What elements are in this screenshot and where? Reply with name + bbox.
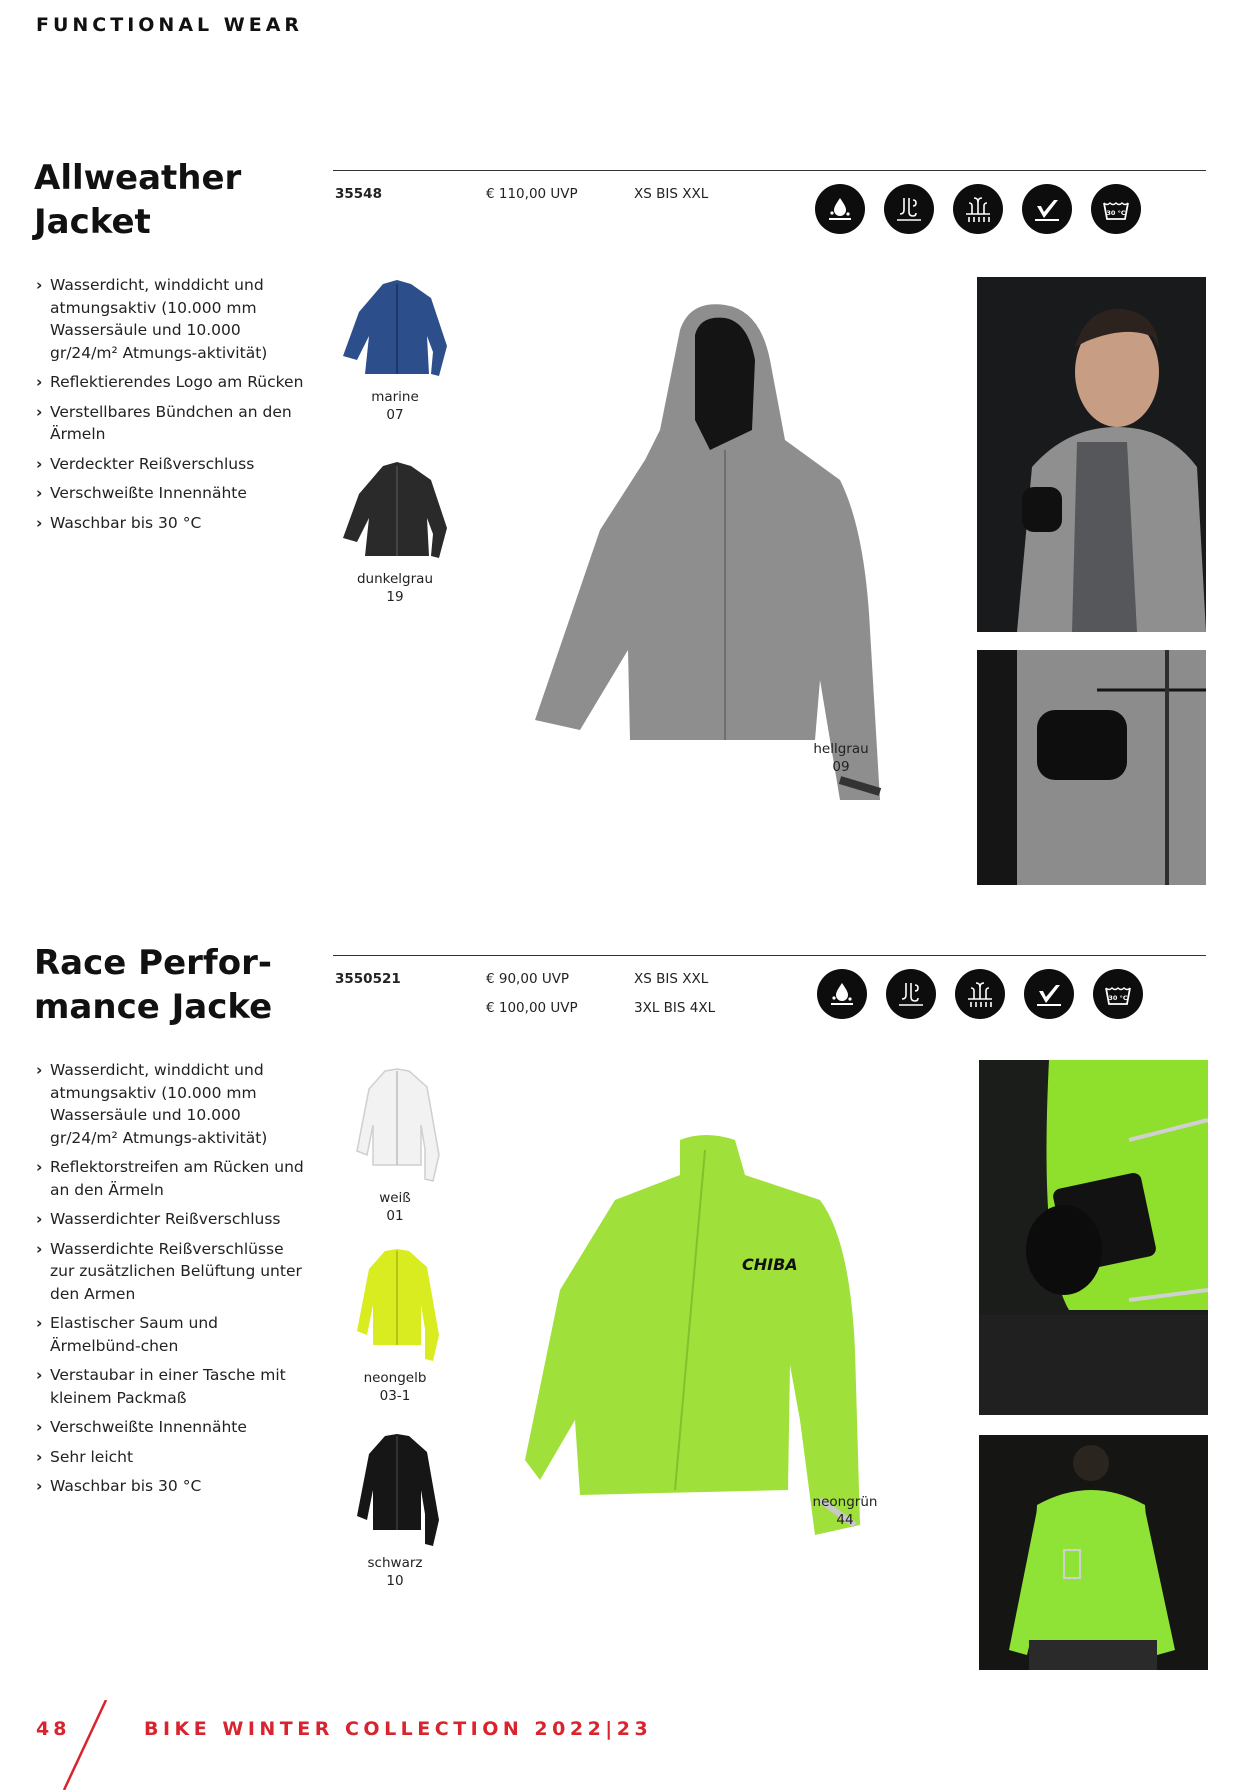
windproof-icon (886, 969, 936, 1019)
lifestyle-photo-back (979, 1435, 1208, 1670)
color-code: 19 (386, 589, 404, 605)
breathable-icon (955, 969, 1005, 1019)
feature-item: › Elastischer Saum und Ärmelbünd-chen (36, 1312, 311, 1357)
product-allweather-jacket (0, 150, 1240, 910)
color-code: 07 (386, 407, 404, 423)
size-range: XS BIS XXL (634, 186, 709, 202)
feature-icons (815, 184, 1141, 234)
svg-text:30 °C: 30 °C (1106, 209, 1126, 217)
feature-item: › Wasserdicht, winddicht und atmungsaktiv (10.000 mm Wassersäule und 10.000 gr/24/m² Atmungs-aktivität) (36, 1059, 311, 1149)
color-swatch-neongelb[interactable] (335, 1245, 455, 1405)
jacket-thumbnail (335, 1065, 459, 1189)
feature-item: › Reflektierendes Logo am Rücken (36, 371, 311, 394)
feature-item: › Reflektorstreifen am Rücken und an den Ärmeln (36, 1156, 311, 1201)
color-name: schwarz (367, 1555, 423, 1571)
reflective-icon (1024, 969, 1074, 1019)
color-swatch-schwarz[interactable] (335, 1430, 455, 1590)
color-swatch-dunkelgrau[interactable] (335, 458, 455, 606)
feature-item: › Verschweißte Innennähte (36, 482, 311, 505)
feature-item: › Wasserdicht, winddicht und atmungsaktiv (10.000 mm Wassersäule und 10.000 gr/24/m² Atmungs-aktivität) (36, 274, 311, 364)
page-footer (0, 1700, 1240, 1790)
reflective-icon (1022, 184, 1072, 234)
brand-logo: CHIBA (742, 1255, 798, 1274)
wash-30c-icon (1091, 184, 1141, 234)
jacket-thumbnail (335, 458, 459, 570)
feature-item: › Verstellbares Bündchen an den Ärmeln (36, 401, 311, 446)
feature-item: › Wasserdichte Reißverschlüsse zur zusätzlichen Belüftung unter den Armen (36, 1238, 311, 1306)
feature-icons (817, 969, 1143, 1019)
page-number: 48 (36, 1718, 71, 1740)
color-name: dunkelgrau (356, 571, 434, 587)
color-code: 09 (832, 759, 850, 775)
divider (333, 955, 1206, 956)
footer-slash-divider (58, 1700, 118, 1790)
feature-item: › Verstaubar in einer Tasche mit kleinem Packmaß (36, 1364, 311, 1409)
size-range: XS BIS XXL (634, 971, 709, 987)
feature-item: › Waschbar bis 30 °C (36, 512, 311, 535)
feature-list (36, 1059, 311, 1505)
divider (333, 170, 1206, 171)
product-race-performance-jacke (0, 935, 1240, 1680)
article-number: 3550521 (335, 971, 401, 987)
feature-item: › Wasserdichter Reißverschluss (36, 1208, 311, 1231)
color-name: marine (371, 389, 419, 405)
section-label: FUNCTIONAL WEAR (36, 14, 304, 36)
detail-photo-pocket (979, 1060, 1208, 1415)
jacket-thumbnail (335, 276, 459, 388)
detail-photo-pocket (977, 650, 1206, 885)
wash-30c-icon (1093, 969, 1143, 1019)
waterproof-icon (817, 969, 867, 1019)
color-code: 10 (386, 1573, 404, 1589)
color-swatch-marine[interactable] (335, 276, 455, 424)
color-name: neongrün (812, 1494, 878, 1510)
waterproof-icon (815, 184, 865, 234)
product-title: Allweather Jacket (34, 158, 242, 242)
jacket-thumbnail (335, 1245, 459, 1369)
article-number: 35548 (335, 186, 382, 202)
feature-item: › Sehr leicht (36, 1446, 311, 1469)
collection-title: BIKE WINTER COLLECTION 2022|23 (144, 1718, 653, 1740)
color-code: 44 (836, 1512, 854, 1528)
color-swatch-weiss[interactable] (335, 1065, 455, 1225)
color-name: weiß (379, 1190, 411, 1206)
main-jacket-image (520, 1130, 890, 1550)
color-name: neongelb (363, 1370, 427, 1386)
svg-text:30 °C: 30 °C (1108, 994, 1128, 1002)
price: € 100,00 UVP (486, 1000, 578, 1016)
main-color-caption (781, 740, 901, 776)
feature-item: › Verschweißte Innennähte (36, 1416, 311, 1439)
size-range: 3XL BIS 4XL (634, 1000, 716, 1016)
feature-list (36, 274, 311, 541)
color-name: hellgrau (813, 741, 869, 757)
price: € 110,00 UVP (486, 186, 578, 202)
lifestyle-photo-model (977, 277, 1206, 632)
feature-item: › Waschbar bis 30 °C (36, 1475, 311, 1498)
feature-item: › Verdeckter Reißverschluss (36, 453, 311, 476)
product-title: Race Perfor-mance Jacke (34, 943, 273, 1027)
breathable-icon (953, 184, 1003, 234)
windproof-icon (884, 184, 934, 234)
price: € 90,00 UVP (486, 971, 570, 987)
color-code: 01 (386, 1208, 404, 1224)
color-code: 03-1 (379, 1388, 411, 1404)
main-color-caption (785, 1493, 905, 1529)
jacket-thumbnail (335, 1430, 459, 1554)
